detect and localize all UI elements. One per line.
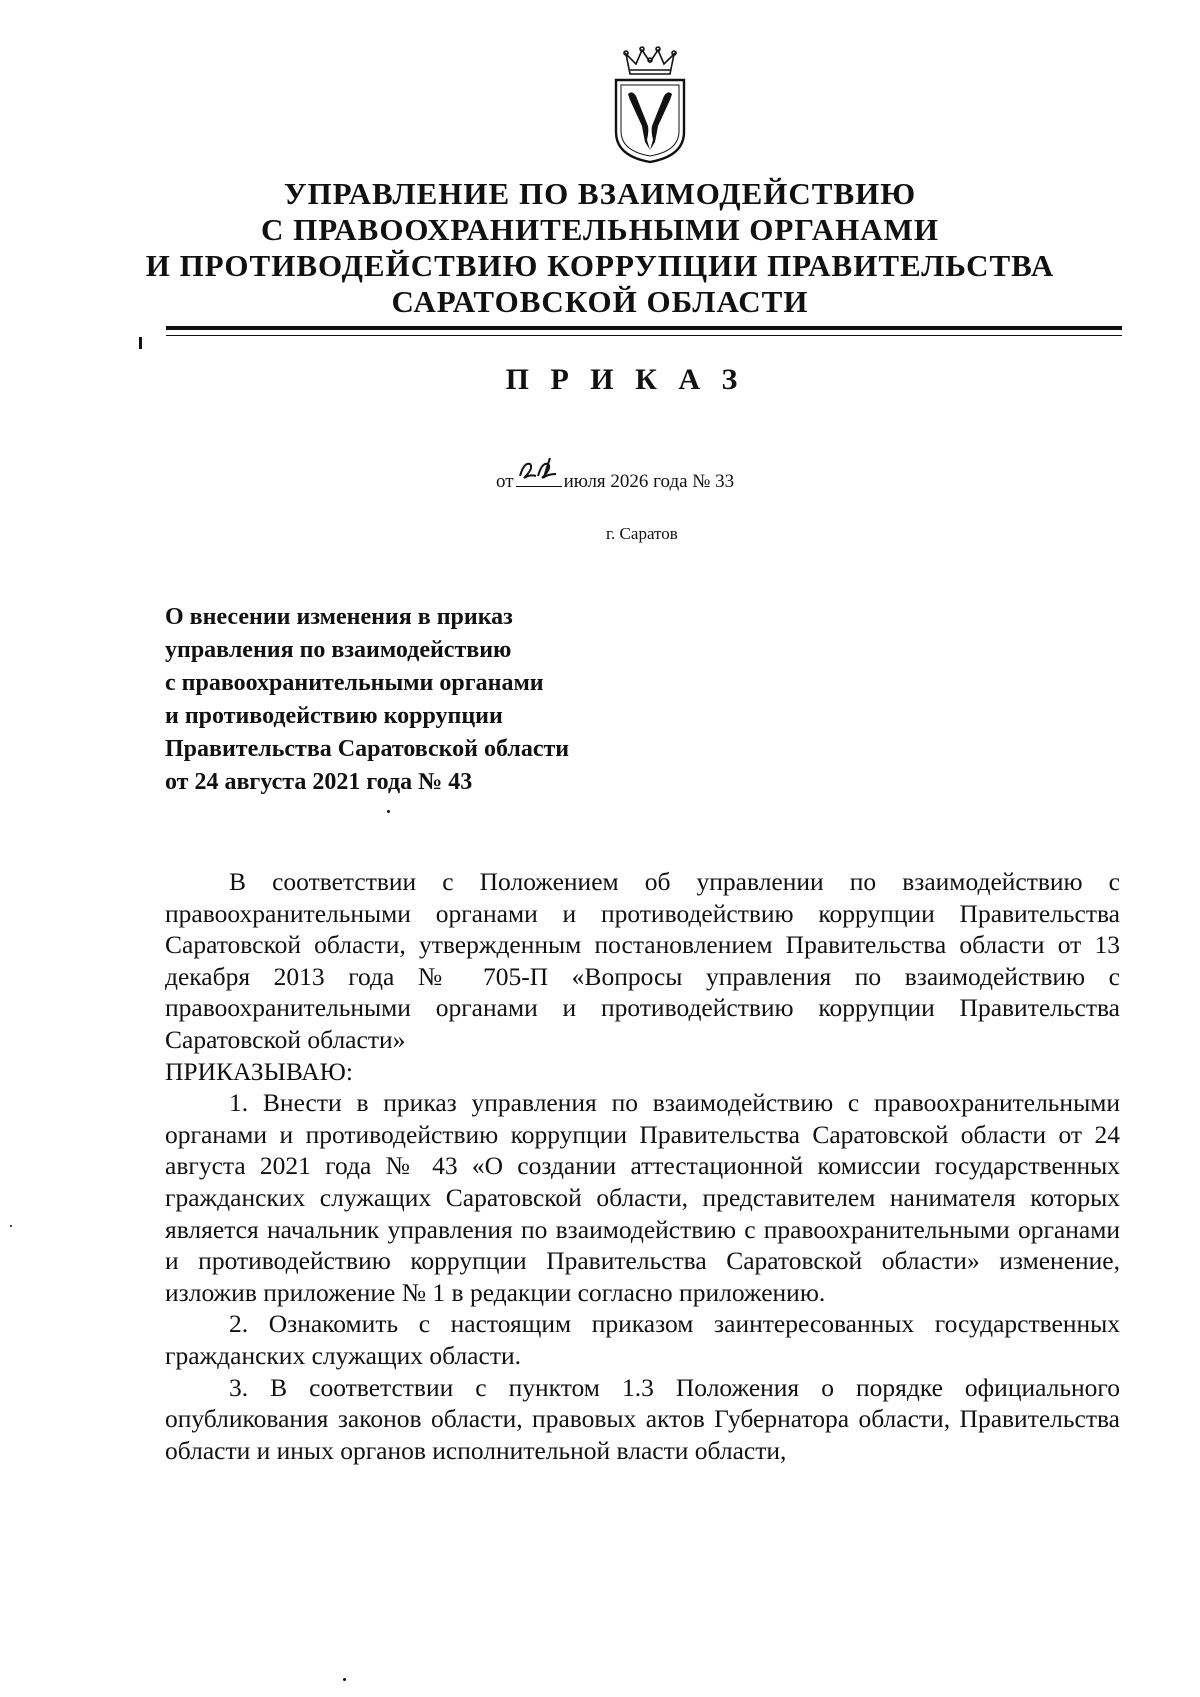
org-line: УПРАВЛЕНИЕ ПО ВЗАИМОДЕЙСТВИЮ	[283, 176, 917, 211]
organization-name	[100, 176, 1100, 320]
document-subject	[165, 601, 569, 799]
coat-of-arms-emblem	[612, 44, 688, 164]
order-word: ПРИКАЗЫВАЮ:	[165, 1056, 353, 1086]
header-rule-thick	[166, 326, 1122, 330]
handwritten-day-glyph	[516, 454, 562, 484]
body-item-3: 3. В соответствии с пунктом 1.3 Положения о порядке официального опубликования законов области, правовых актов Губернатора области, Правительства области и иных органов исполнительной власти области,	[165, 1372, 1120, 1465]
subject-line: с правоохранительными органами	[165, 670, 544, 696]
document-body	[165, 866, 1120, 1466]
date-prefix: от	[496, 471, 514, 492]
scan-speck	[343, 1678, 346, 1681]
document-date	[496, 466, 734, 493]
subject-line: управления по взаимодействию	[165, 637, 512, 663]
subject-line: и противодействию коррупции	[165, 703, 503, 729]
body-item-1: 1. Внести в приказ управления по взаимодействию с правоохранительными органами и противодействию коррупции Правительства Саратовской области от 24 августа 2021 года № 43 «О создании аттестационной комиссии государственных гражданских служащих Саратовской области, представителем нанимателя которых является начальник управления по взаимодействию с правоохранительными органами и противодействию коррупции Правительства Саратовской области» изменение, изложив приложение № 1 в редакции согласно приложению.	[165, 1088, 1120, 1307]
header-rule-thin	[166, 335, 1122, 336]
subject-line: от 24 августа 2021 года № 43	[165, 769, 473, 795]
scan-speck	[387, 810, 390, 813]
document-city: г. Саратов	[606, 524, 678, 543]
margin-mark	[139, 337, 142, 349]
body-item-2: 2. Ознакомить с настоящим приказом заинтересованных государственных гражданских служащих области.	[165, 1309, 1120, 1370]
body-paragraph-intro: В соответствии с Положением об управлении по взаимодействию с правоохранительными органами и противодействию коррупции Правительства Саратовской области, утвержденным постановлением Правительства области от 13 декабря 2013 года № 705-П «Вопросы управления по взаимодействию с правоохранительными органами и противодействию коррупции Правительства Саратовской области»	[165, 867, 1120, 1054]
handwritten-day	[516, 466, 562, 487]
scan-speck	[10, 1225, 12, 1227]
org-line: САРАТОВСКОЙ ОБЛАСТИ	[391, 284, 809, 319]
document-title: П Р И К А З	[505, 363, 745, 396]
date-rest: июля 2026 года № 33	[563, 471, 735, 492]
subject-line: О внесении изменения в приказ	[165, 604, 513, 630]
org-line: С ПРАВООХРАНИТЕЛЬНЫМИ ОРГАНАМИ	[261, 212, 939, 247]
org-line: И ПРОТИВОДЕЙСТВИЮ КОРРУПЦИИ ПРАВИТЕЛЬСТВА	[145, 248, 1055, 283]
subject-line: Правительства Саратовской области	[165, 736, 570, 762]
